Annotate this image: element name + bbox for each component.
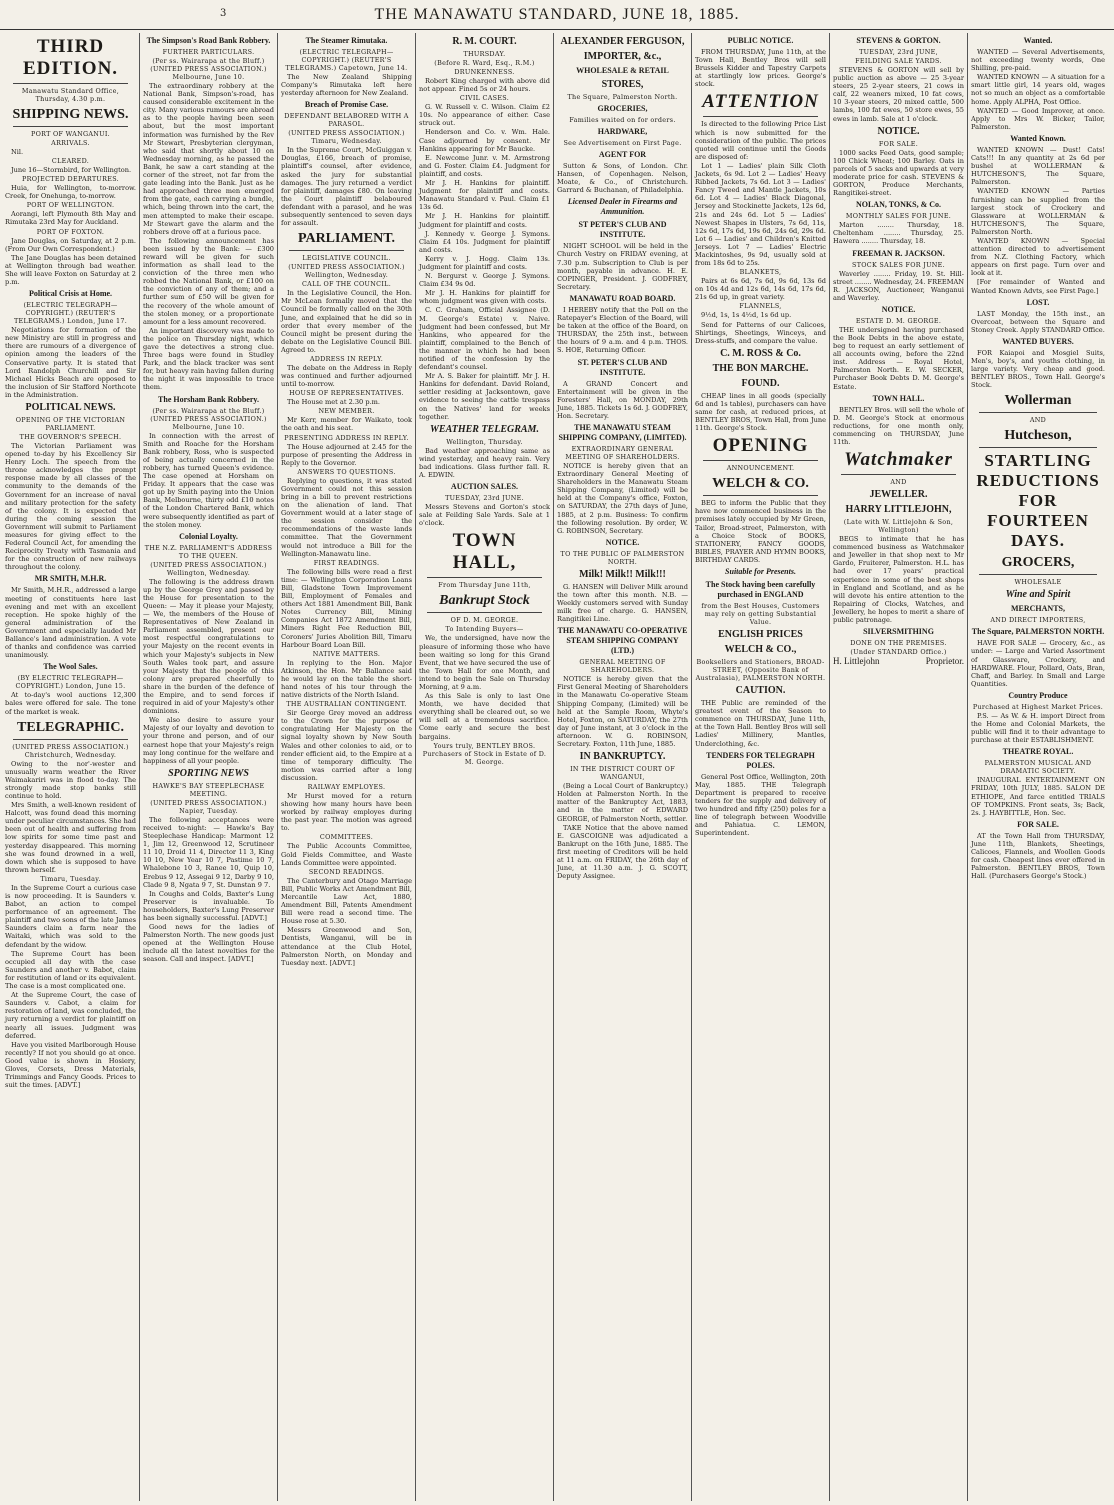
- subheading: (UNITED PRESS ASSOCIATION.) Timaru, Wednesday.: [288, 129, 405, 146]
- headline: THEATRE ROYAL.: [1002, 747, 1074, 757]
- article-paragraph: Mr A. S. Baker for plaintiff. Mr J. H. Hankins for defendant. David Roland, settler residing at Jacksontown, gave evidence to seeing the cattle trespass on the Natives' land for weeks together.: [419, 372, 550, 421]
- page-number: 3: [220, 8, 227, 19]
- subheading: (ELECTRIC TELEGRAPH—COPYRIGHT.) (REUTER'S TELEGRAMS.) London, June 17.: [13, 301, 128, 326]
- subheading: FEILDING SALE YARDS.: [855, 57, 942, 65]
- proprietor-title: Proprietor.: [925, 656, 964, 667]
- article-paragraph: WANTED KNOWN — A situation for a smart little girl, 14 years old, wages not so much an object as a comfortable home. Apply ALPHA, Post Office.: [971, 73, 1105, 106]
- headline: FREEMAN R. JACKSON.: [852, 248, 945, 258]
- column-8: [968, 33, 1108, 1501]
- subheading: FOR SALE.: [878, 139, 919, 148]
- article-paragraph: In the Supreme Court a curious case is now proceeding. It is Saunders v. Babot, an action to compel performance of an agreement. The plaintiff and two sons of the late James Saunders claim a farm near the Waitaki, which was sold to the defendant by the widow.: [5, 883, 136, 949]
- article-paragraph: In the Supreme Court, McGuiggan v. Douglas, £166, breach of promise, plaintiff's counsel, after evidence, asked the jury for substantial damages. The jury returned a verdict for plaintiff, damages £80. On leaving the Court plaintiff belaboured defendant with a parasol, and he was subsequently sentenced to seven days for assault.: [281, 146, 412, 228]
- subheading: AND: [890, 478, 907, 487]
- headline: PUBLIC NOTICE.: [727, 36, 794, 45]
- article-paragraph: AT the Town Hall from THURSDAY, June 11th, Blankets, Sheetings, Calicoes, Flannels, and Woollen Goods for cash. Cheapest lines ever offered in Palmerston. BENTLEY BROS, Town Hall. (Purchasers George's Stock.): [971, 831, 1105, 881]
- article-paragraph: Sir George Grey moved an address to the Crown for the purpose of congratulating Her Majesty on the signal loyalty shown by New South Wales and other colonies to aid, or to render efficient aid, to the Empire at a time of temporary difficulty. The motion was carried after a long discussion.: [281, 709, 412, 782]
- article-paragraph: CHEAP lines in all goods (specially 6d and 1s tables), purchasers can have same for cash, at reduced prices, at BENTLEY BROS, Town Hall, from June 11th. George's Stock.: [695, 391, 826, 433]
- subheading: FURTHER PARTICULARS.: [162, 48, 255, 56]
- headline: POLITICAL NEWS.: [25, 401, 116, 413]
- subheading: PORT OF WANGANUI.: [30, 130, 111, 138]
- article-paragraph: TAKE Notice that the above named E. GASCOIGNE was adjudicated a Bankrupt on the 16th June, 1885. The first meeting of Creditors will be held at 11 a.m. on FRIDAY, the 26th day of June, at 11.30 a.m. J. G. SCOTT, Deputy Assignee.: [557, 823, 688, 881]
- headline: The Horsham Bank Robbery.: [158, 394, 259, 404]
- proprietor-name: H. Littlejohn: [833, 656, 880, 667]
- subheading: PORT OF WELLINGTON.: [26, 201, 115, 210]
- subheading: FLANNELS,: [739, 302, 782, 311]
- article-paragraph: The Canterbury and Otago Marriage Bill, Public Works Act Amendment Bill, Mercantile Law Act, 1880, Amendment Bill, Patents Amendment Bill were read a second time. The House rose at 5.30.: [281, 876, 412, 926]
- article-paragraph: J. Kennedy v. George J. Symons. Claim £4 10s. Judgment for plaintiff and costs.: [419, 229, 550, 254]
- article-paragraph: [For remainder of Wanted and Wanted Known Advts, see First Page.]: [971, 278, 1105, 295]
- article-paragraph: N. Bergurst v. George J. Symons. Claim £34 9s 0d.: [419, 272, 550, 289]
- headline: THE MANAWATU CO-OPERATIVE STEAM SHIPPING COMPANY (LTD.): [557, 626, 688, 656]
- subheading: MONTHLY SALES FOR JUNE.: [845, 212, 952, 221]
- article-paragraph: As this Sale is only to last One Month, we have decided that everything shall be cleared out, so we will sell at a tremendous sacrifice. Come early and secure the best bargains.: [419, 692, 550, 741]
- article-paragraph: C. C. Graham, Official Assignee (D. M. George's Estate) v. Naive. Judgment had been confessed, but Mr Hankins, who appeared for the plaintiff, complained to the Bench of the manner in which he had been notified of the confession by the defendant's counsel.: [419, 306, 550, 372]
- subheading: AND: [1029, 416, 1047, 425]
- headline: Breach of Promise Case.: [304, 100, 389, 110]
- subheading: (BY ELECTRIC TELEGRAPH—COPYRIGHT.) London, June 15.: [15, 674, 126, 691]
- article-paragraph: We, the undersigned, have now the pleasure of informing those who have been waiting so long for this Grand Event, that we have secured the use of the Town Hall for one Month, and intend to begin the Sale on Thursday Morning, at 9 a.m.: [419, 634, 550, 691]
- subheading: THE GOVERNOR'S SPEECH.: [19, 432, 122, 441]
- article-paragraph: Replying to questions, it was stated Government could not this session bring in a bill to prevent restrictions on the alienation of land. That Government would at a later stage of the session consider the recommendations of the waste lands committee. That the Government would not introduce a Bill for the Wellington-Manawatu line.: [281, 476, 412, 558]
- article-paragraph: June 16—Stormbird, for Wellington.: [11, 166, 132, 175]
- subheading: Purchased at Highest Market Prices.: [972, 702, 1104, 711]
- subheading: (UNITED PRESS ASSOCIATION.) Wellington, Wednesday.: [150, 560, 267, 577]
- article-paragraph: Good news for the ladies of Palmerston North. The new goods just opened at the Wellington House include all the latest novelties for the season. Call and inspect. [ADVT.]: [143, 923, 274, 964]
- subheading: (UNITED PRESS ASSOCIATION.) Napier, Tuesday.: [150, 798, 267, 815]
- subheading: DRUNKENNESS.: [454, 68, 515, 76]
- headline: The Square, PALMERSTON NORTH.: [971, 627, 1105, 637]
- article-paragraph: Negotiations for formation of the new Ministry are still in progress and there are rumours of a divergence of opinion among the leaders of the Conservative party. It is stated that Lord Randolph Churchill and Sir Michael Hicks Beach are opposed to the inclusion of Sir Stafford Northcote in the Administration.: [5, 326, 136, 399]
- column-5: [554, 33, 692, 1501]
- article-paragraph: Bad weather approaching same as wind yesterday, and heavy rain. Very bad indications. Glass further fall. R. A. EDWIN.: [419, 446, 550, 480]
- article-paragraph: Marton ........ Thursday, 18. Cheltenham ........ Thursday, 25. Hawera ........ Thursday, 18.: [833, 221, 964, 246]
- article-paragraph: BEG to inform the Public that they have now commenced business in the premises lately occupied by Mr Green, Tailor, Broad-street, Palmerston, with a Choice Stock of BOOKS, STATIONERY, FANCY GOODS, BIBLES, PRAYER AND HYMN BOOKS, BIRTHDAY CARDS.: [695, 499, 826, 564]
- headline: Licensed Dealer in Firearms and Ammunition.: [567, 197, 678, 217]
- subheading: TO THE PUBLIC OF PALMERSTON NORTH.: [560, 549, 685, 566]
- subheading: OPENING OF THE VICTORIAN PARLIAMENT.: [15, 415, 126, 432]
- headline: Political Crisis at Home.: [28, 289, 113, 299]
- subheading: LEGISLATIVE COUNCIL.: [302, 254, 391, 263]
- headline: Watchmaker: [844, 449, 953, 471]
- subheading: CIVIL CASES.: [459, 94, 510, 103]
- headline: OPENING: [712, 435, 809, 457]
- subheading: Wellington, Thursday.: [446, 437, 523, 446]
- article-paragraph: NIGHT SCHOOL will be held in the Church Vestry on FRIDAY evening, at 7.30 p.m. Subscription to Club is per month, payable in advance. H. E. COPINGER, President. J. GODFREY, Secretary.: [557, 242, 688, 291]
- article-paragraph: In the Legislative Council, the Hon. Mr McLean formally moved that the Council be formally called on the 30th June, and explained that he did so in order that every member of the Council might be present during the debate on the Legislative Council Bill. Agreed to.: [281, 289, 412, 354]
- subheading: SECOND READINGS.: [308, 867, 385, 876]
- divider: [703, 116, 818, 117]
- column-1: [2, 33, 140, 1501]
- headline: ENGLISH PRICES: [718, 629, 803, 641]
- headline: FOR SALE.: [1017, 819, 1059, 829]
- article-paragraph: Kerry v. J. Hogg. Claim 13s. Judgment for plaintiff and costs.: [419, 254, 550, 271]
- article-paragraph: Mrs Smith, a well-known resident of Halcott, was found dead this morning under peculiar circumstances. She had been out of health and suffering from low spirits for some time past and yesterday disappeared. This morning she was found drowned in a well, down which she is supposed to have thrown herself.: [5, 801, 137, 874]
- headline: IN BANKRUPTCY.: [579, 751, 666, 763]
- subheading: CALL OF THE COUNCIL.: [301, 280, 392, 289]
- article-paragraph: THE Public are reminded of the greatest event of the Season to commence on THURSDAY, June 11th, at the Town Hall. Bentley Bros will sell Ladies' Millinery, Mantles, Underclothing, &c.: [695, 699, 826, 748]
- headline: Wine and Spirit: [1005, 589, 1071, 601]
- article-paragraph: A GRAND Concert and Entertainment will be given in the Foresters' Hall, on MONDAY, 29th June, 1885. Tickets 1s 6d. J. GODFREY, Hon. Secretary.: [557, 379, 688, 420]
- article-paragraph: G. W. Russell v. C. Wilson. Claim £2 10s. No appearance of either. Case struck out.: [419, 103, 550, 128]
- headline: Wanted.: [1023, 36, 1053, 45]
- divider: [979, 412, 1097, 413]
- article-paragraph: Henderson and Co. v. Wm. Hale. Case adjourned by consent. Mr Hankins appearing for Mr Baucke.: [419, 128, 550, 153]
- article-paragraph: In Coughs and Colds, Baxter's Lung Preserver is invaluable. To householders, Baxter's Lung Preserver has been signally successful. [ADVT.]: [143, 889, 274, 922]
- article-paragraph: Jane Douglas, on Saturday, at 2 p.m. (From Our Own Correspondent.): [5, 236, 136, 253]
- headline: ST PETER'S CLUB AND INSTITUTE.: [578, 220, 667, 240]
- headline: TOWN HALL.: [872, 393, 925, 403]
- article-paragraph: Robert King charged with above did not appear. Fined 5s or 24 hours.: [419, 77, 550, 94]
- article-paragraph: Pairs at 6s 6d, 7s 6d, 9s 6d, 13s 6d on 10s 4d and 12s 6d, 14s 6d, 17s 6d, 21s 6d up, in great variety.: [695, 277, 826, 302]
- article-paragraph: 1000 sacks Feed Oats, good sample; 100 Chick Wheat; 100 Barley. Oats in parcels of 5 sacks and upwards at very moderate price for cash. STEVENS & GORTON, Produce Merchants, Rangitikei-street.: [833, 148, 964, 198]
- article-paragraph: Lot 1 — Ladies' plain Silk Cloth Jackets, 6s 9d. Lot 2 — Ladies' Heavy Ribbed Jackets, 7s 6d. Lot 3 — Ladies' Fancy Tweed and Mantle Jackets, 10s 6d. Lot 4 — Ladies' Black Diagonal, Jersey and Stockinette Jackets, 12s 6d, 21s and 24s 6d. Lot 5 — Ladies' Newest Shapes in Ulsters, 7s 6d, 11s, 12s 6d, 17s 6d, 19s 6d, 24s 6d, 29s 6d. Lot 6 — Ladies' and Children's Knitted Jerseys. Lot 7 — Ladies' Electric Mackintoshes, 9s 9d, usually sold at from 18s 6d to 25s.: [695, 161, 826, 268]
- subheading: (Per ss. Wairarapa at the Bluff.) (UNITED PRESS ASSOCIATION.) Melbourne, June 10.: [150, 57, 267, 81]
- headline: TELEGRAPHIC.: [17, 719, 124, 735]
- headline: The Stock having been carefully purchased in ENGLAND: [705, 580, 816, 600]
- headline: NOLAN, TONKS, & Co.: [855, 200, 942, 210]
- headline: SHIPPING NEWS.: [12, 107, 129, 122]
- article-paragraph: INAUGURAL ENTERTAINMENT ON FRIDAY, 10th JULY, 1885. SALON DE ETHIOPE, And farce entitled TRIALS OF TOMPKINS. Front seats, 3s; Back, 2s. J. HAYBITTLE, Hon. Sec.: [971, 776, 1105, 817]
- headline: WELCH & CO.,: [724, 644, 797, 656]
- headline: STORES,: [601, 79, 644, 90]
- headline: THE MANAWATU STEAM SHIPPING COMPANY, (LIMITED).: [558, 422, 687, 442]
- subheading: NEW MEMBER.: [318, 407, 375, 416]
- column-4: [416, 33, 554, 1501]
- headline: Colonial Loyalty.: [179, 531, 238, 541]
- article-paragraph: P.S. — As W. & H. import Direct from the Home and Colonial Markets, the public will find it to their advantage to purchase at their ESTABLISHMENT.: [971, 711, 1105, 745]
- article-paragraph: WANTED KNOWN — Special attention directed to advertisement from N.Z. Clothing Factory, which appears on first page. Turn over and look at it.: [971, 236, 1105, 278]
- article-paragraph: The House met at 2.30 p.m.: [287, 398, 381, 407]
- headline: SPORTING NEWS: [168, 767, 249, 779]
- divider: [13, 126, 128, 127]
- article-paragraph: Mr J. H. Hankins for plaintiff. Judgment for plaintiff and costs. Manawatu Standard v. Paul. Claim £1 13s 6d.: [419, 179, 550, 212]
- column-7: [830, 33, 968, 1501]
- divider: [289, 250, 404, 251]
- article-paragraph: Mr Smith, M.H.R., addressed a large meeting of constituents here last evening and met with an excellent reception. He spoke highly of the general administration of the Government and especially lauded Mr Ballance's land administration. A vote of thanks and confidence was carried unanimously.: [5, 586, 136, 660]
- subheading: THE N.Z. PARLIAMENT'S ADDRESS TO THE QUEEN.: [144, 543, 273, 560]
- headline: FOUND.: [741, 377, 780, 389]
- subheading: THE AUSTRALIAN CONTINGENT.: [286, 700, 407, 709]
- subheading: ADDRESS IN REPLY.: [309, 354, 384, 363]
- headline: ALEXANDER FERGUSON,: [560, 36, 685, 47]
- display-headline: STARTLING REDUCTIONS FOR FOURTEEN DAYS.: [976, 451, 1100, 551]
- subheading: (Before R. Ward, Esq., R.M.): [434, 59, 535, 67]
- article-paragraph: Mr J. H. Hankins for plaintiff for whom judgment was given with costs.: [419, 289, 550, 306]
- headline: The Wool Sales.: [43, 662, 98, 672]
- article-paragraph: THE undersigned having purchased the Book Debts in the above estate, beg to request an early settlement of all accounts owing, before the 22nd inst. Address — Royal Hotel, Palmerston North. E. W. SECKER, Purchaser Book Debts D. M. George's Estate.: [833, 325, 964, 391]
- headline: Bankrupt Stock: [439, 593, 530, 609]
- subheading: THURSDAY.: [463, 50, 506, 58]
- article-paragraph: Messrs Greenwood and Son, Dentists, Wanganui, will be in attendance at the Club Hotel, Palmerston North, on Monday and Tuesday next. [ADVT.]: [281, 926, 412, 967]
- headline: STEVENS & GORTON.: [856, 36, 941, 45]
- article-paragraph: The Jane Douglas has been detained at Wellington through bad weather. She will leave Foxton on Saturday at 2 p.m.: [5, 253, 136, 287]
- article-paragraph: An important discovery was made to the police on Thursday night, which gave the detectives a strong clue. Three bags were found in Studley Park, and the black tracker was sent for, but heavy rain having fallen during the night it was impossible to trace them.: [143, 326, 275, 392]
- headline: AGENT FOR: [598, 150, 647, 159]
- subheading: RAILWAY EMPLOYES.: [307, 783, 386, 791]
- subheading: STOCK SALES FOR JUNE.: [852, 260, 945, 269]
- subheading: PRESENTING ADDRESS IN REPLY.: [284, 433, 409, 442]
- subheading: TUESDAY, 23rd JUNE,: [859, 48, 938, 56]
- article-paragraph: General Post Office, Wellington, 20th May, 1885. THE Telegraph Department is prepared to receive tenders for the supply and delivery of two hundred and fifty (250) poles for a line of telegraph between Woodville and Pahiatua. C. LEMON, Superintendent.: [695, 772, 826, 838]
- subheading: DEFENDANT BELABORED WITH A PARASOL.: [284, 112, 409, 129]
- subheading: PORT OF FOXTON.: [36, 227, 105, 236]
- article-paragraph: The following bills were read a first time: — Wellington Corporation Loans Bill, Gladstone Town Improvement Bill, Employment of Females and others Act 1881 Amendment Bill, Bank Notes Currency Bill, Mining Companies Act 1872 Amendment Bill, Miners Right Fee Reduction Bill, Coroners' Juries Abolition Bill, Timaru Harbour Board Loan Bill.: [281, 567, 412, 649]
- subheading: HAWKE'S BAY STEEPLECHASE MEETING.: [152, 781, 265, 798]
- article-paragraph: I HEREBY notify that the Poll on the Ratepayer's Election of the Board, will be taken at the office of the Board, on THURSDAY, the 25th inst., between the hours of 9 a.m. and 4 p.m. THOS. S. HOE, Returning Officer.: [557, 305, 688, 355]
- masthead-title: THE MANAWATU STANDARD, JUNE 18, 1885.: [374, 5, 740, 23]
- article-paragraph: At to-day's wool auctions 12,300 bales were offered for sale. The tone of the market is weak.: [5, 691, 136, 716]
- subheading: from the Best Houses, Customers may rely on getting Substantial Value.: [701, 602, 820, 627]
- article-paragraph: Owing to the nor'-wester and unusually warm weather the River Waimakariri was in flood to-day. The strongly made stop banks still continue to hold.: [5, 759, 136, 800]
- article-paragraph: STEVENS & GORTON will sell by public auction as above — 25 3-year steers, 25 2-year steers, 21 cows in calf, 22 weaners mixed, 10 fat cows, 10 3-year steers, 20 mixed cattle, 500 lambs, 100 fat ewes, 50 store ewes, 55 ewes in lamb. Sale at 1 o'clock.: [833, 66, 964, 123]
- article-paragraph: 9½d, 1s, 1s 4½d, 1s 6d up.: [701, 311, 792, 320]
- headline: WEATHER TELEGRAM.: [430, 423, 539, 435]
- article-paragraph: Send for Patterns of our Calicoes, Shirtings, Sheetings, Winceys, and Dress-stuffs, and compare the value.: [695, 320, 826, 345]
- subheading: (Late with W. Littlejohn & Son, Wellington): [843, 518, 954, 535]
- subheading: IN THE DISTRICT COURT OF WANGANUI,: [570, 765, 675, 782]
- article-paragraph: Messrs Stevens and Gorton's stock sale at Feilding Sale Yards. Sale at 1 o'clock.: [419, 503, 550, 528]
- subheading: (Per ss. Wairarapa at the Bluff.) (UNITED PRESS ASSOCIATION.) Melbourne, June 10.: [150, 406, 267, 431]
- article-paragraph: The following is the address drawn up by the George Grey and passed by the House for presentation to the Queen: — May it please your Majesty, — We, the members of the House of Representatives of New Zealand in Parliament assembled, present our most respectful congratulations to your Majesty on the recent events in which your Majesty's subjects in New South Wales took part, and assure your Majesty that the people of this colony are prepared cheerfully to share in the burden of the defence of the Empire, and to send forces if required in aid of your Majesty's other dominions.: [143, 577, 274, 716]
- headline: PARLIAMENT.: [297, 231, 396, 247]
- article-paragraph: WANTED KNOWN — Dust! Cats! Cats!!! In any quantity at 2s 6d per bushel at WOLLERMAN & HUTCHESON'S, The Square, Palmerston.: [971, 145, 1105, 187]
- article-paragraph: Have you visited Marlborough House recently? If not you should go at once. Good value is shown in Hosiery, Gloves, Corsets, Dress Materials, Trimmings and Fancy Goods. Prices to suit the times. [ADVT.]: [5, 1040, 136, 1090]
- subheading: ANSWERS TO QUESTIONS.: [297, 467, 396, 476]
- headline: LOST.: [1026, 297, 1050, 307]
- divider: [979, 447, 1097, 448]
- subheading: PALMERSTON MUSICAL AND DRAMATIC SOCIETY.: [984, 759, 1092, 776]
- subheading: ARRIVALS.: [51, 139, 90, 147]
- article-paragraph: The Public Accounts Committee, Gold Fields Committee, and Waste Lands Committee were appointed.: [281, 842, 412, 867]
- article-paragraph: In replying to the Hon. Major Atkinson, the Hon. Mr Ballance said he would lay on the table the short-hand notes of his tour through the native districts of the North Island.: [281, 658, 412, 700]
- subheading: EXTRAORDINARY GENERAL MEETING OF SHAREHOLDERS.: [565, 444, 680, 461]
- article-paragraph: FROM THURSDAY, June 11th, at the Town Hall, Bentley Bros will sell Brussels Kidder and Tapestry Carpets at startlingly low prices. George's stock.: [695, 48, 826, 89]
- headline: Wanted Known.: [1010, 133, 1066, 143]
- divider: [13, 83, 128, 84]
- article-paragraph: The following announcement has been issued by the Bank: — £300 reward will be given for such information as shall lead to the conviction of the three men who robbed the National Bank, or £100 on the conviction of any of them; and a further sum of £50 will be given for the recovery of the whole amount of the stolen money, or a proportionate amount for a less amount recovered.: [143, 236, 274, 326]
- headline: C. M. ROSS & Co.: [720, 347, 801, 359]
- article-paragraph: G. HANSEN will Deliver Milk around the town after this month. N.B. — Weekly customers served with Sunday milk free of charge. G. HANSEN, Rangitikei Line.: [557, 582, 688, 624]
- subheading: ANNOUNCEMENT.: [726, 464, 795, 473]
- headline: Wollerman: [1004, 393, 1072, 409]
- divider: [13, 739, 128, 740]
- subheading: NATIVE MATTERS.: [312, 649, 381, 658]
- divider: [427, 612, 542, 613]
- article-paragraph: BEGS to intimate that he has commenced business as Watchmaker and Jeweller in that shop next to Mr Gardo, Fruiterer, Palmerston. H.L. has had over 17 years' practical experience in some of the best shops in England and Scotland, and as he will devote his entire attention to the Repairing of Clocks, Watches, and Jewellery, he hopes to merit a share of public patronage.: [833, 535, 964, 625]
- divider: [979, 574, 1097, 575]
- headline: R. M. COURT.: [452, 36, 517, 47]
- article-paragraph: WANTED — Good Improver, at once. Apply to Mrs W. Bicker, Tailor, Palmerston.: [971, 106, 1105, 131]
- subheading: (UNITED PRESS ASSOCIATION.) Wellington, Wednesday.: [288, 263, 405, 280]
- newspaper-columns: [2, 33, 1112, 1501]
- headline: WANTED BUYERS.: [1002, 336, 1074, 346]
- article-paragraph: Aorangi, left Plymouth 8th May and Rimutaka 23rd May for Auckland.: [5, 210, 136, 227]
- subheading: BLANKETS,: [739, 268, 782, 277]
- article-paragraph: The House adjourned at 2.45 for the purpose of presenting the Address in Reply to the Governor.: [281, 442, 412, 467]
- article-paragraph: At the Supreme Court, the case of Saunders v. Cabot, a claim for restoration of land, was concluded, the jury returning a verdict for plaintiff on nearly all issues. Judgment was deferred.: [5, 991, 136, 1040]
- headline: MERCHANTS,: [1010, 604, 1065, 614]
- article-paragraph: The New Zealand Shipping Company's Rimutaka left here yesterday afternoon for New Zealand.: [281, 73, 412, 98]
- headline: Milk! Milk!! Milk!!!: [579, 568, 666, 580]
- headline: HARDWARE,: [597, 127, 648, 136]
- headline: SILVERSMITHING: [863, 627, 934, 637]
- divider: [703, 495, 818, 496]
- article-paragraph: FOR Kaiapoi and Mosgiel Suits, Men's, boy's, and youths clothing, in large variety. Very cheap and good. BENTLEY BROS., Town Hall. George's Stock.: [971, 348, 1105, 390]
- subheading: WHOLESALE: [1014, 578, 1062, 587]
- proprietor-credit: [833, 657, 964, 665]
- headline: Hutcheson,: [1004, 428, 1072, 444]
- article-paragraph: Huia, for Wellington, to-morrow. Creek, for Onehunga, to-morrow.: [5, 184, 136, 201]
- subheading: OF D. M. GEORGE.: [450, 616, 519, 625]
- article-paragraph: WANTED — Several Advertisements, not exceeding twenty words, One Shilling, pre-paid.: [971, 48, 1105, 73]
- headline: ATTENTION: [702, 91, 819, 113]
- subheading: Timaru, Tuesday.: [40, 874, 101, 883]
- subheading: GENERAL MEETING OF SHAREHOLDERS.: [579, 658, 666, 675]
- article-paragraph: The Supreme Court has been occupied all day with the case Saunders and another v. Babot, claim for restitution of land or its equivalent. The case is a most complicated one.: [5, 949, 136, 991]
- article-paragraph: The following acceptances were received to-night: — Hawke's Bay Steeplechase Handicap: Marmont 12 1, Jim 12, Greenwood 12, Scrutineer 11 10, Droid 11 4, Director 11 3, King 10 10, New Year 10 7, Pastime 10 7, Whalebone 10 3, Ranee 10, Quip 10, Erebus 9 12, Assegai 9 12, Darby 9 10, Clade 9 8, Ngata 9 7, St. Dunstan 9 7.: [143, 815, 274, 889]
- article-paragraph: NOTICE is hereby given that an Extraordinary General Meeting of Shareholders in the Manawatu Steam Shipping Company, (Limited) will be held at the Company's office, Foxton, on SATURDAY, the 27th days of June, 1885, at 2 p.m. Business: To confirm the following resolution. By order, W. G. ROBINSON, Secretary.: [557, 461, 688, 535]
- subheading: TUESDAY, 23rd JUNE.: [445, 494, 524, 503]
- headline: WELCH & CO.: [712, 476, 809, 492]
- subheading: CLEARED.: [51, 157, 90, 166]
- article-paragraph: (Being a Local Court of Bankruptcy.) Holden at Palmerston North. In the matter of the Bankruptcy Act, 1883, and in the matter of EDWARD GEORGE, of Palmerston North, settler.: [557, 782, 688, 823]
- subheading: Manawatu Standard Office, Thursday, 4.30 p.m.: [21, 87, 120, 103]
- headline: THIRD EDITION.: [22, 36, 119, 79]
- article-paragraph: BENTLEY Bros. will sell the whole of D. M. George's Stock at enormous reductions, for one month only, commencing on THURSDAY, June 11th.: [833, 405, 964, 446]
- headline: TOWN HALL,: [452, 530, 517, 574]
- column-6: [692, 33, 830, 1501]
- headline: IMPORTER, &c.,: [583, 51, 662, 62]
- article-paragraph: The extraordinary robbery at the National Bank, Simpson's-road, has caused considerable excitement in the city. Many various rumours are abroad as to the people having been seen about, but the most important information was furnished by the Rev Mr Stewart, Presbyterian clergyman, who said that shortly about 10 on Wednesday morning, as he passed the Bank, he saw a cart standing at the corner of the street, not far from the gate leading into the Bank. Just as he had approached three men emerged from the gate, each carrying a bundle, which, being thrown into the cart, the men attempted to make their escape. Mr Stewart gave the alarm and the robbers drove off at a furious pace.: [143, 82, 274, 236]
- subheading: AND DIRECT IMPORTERS,: [990, 616, 1086, 625]
- article-paragraph: Sutton & Sons, of London. Chr. Hansen, of Copenhagen. Nelson, Moate, & Co., of Christchurch. Garrard & Buchanan, of Philadelphia.: [557, 162, 688, 195]
- headline: AUCTION SALES.: [450, 482, 519, 492]
- headline: Country Produce: [1008, 690, 1068, 700]
- headline: GROCERIES,: [597, 104, 648, 113]
- headline: GROCERS,: [1001, 555, 1075, 571]
- article-paragraph: Is directed to the following Price List which is now submitted for the consideration of the public. The prices quoted will continue until the Goods are disposed of:: [695, 120, 826, 161]
- divider: [703, 460, 818, 461]
- headline: THE BON MARCHE.: [712, 362, 809, 374]
- article-paragraph: E. Newcome Junr. v. M. Armstrong and G. Foster. Claim £4. Judgment for plaintiff, and costs.: [419, 153, 550, 178]
- subheading: (UNITED PRESS ASSOCIATION.) Christchurch, Wednesday.: [12, 742, 129, 759]
- article-paragraph: The Victorian Parliament was opened to-day by his Excellency Sir Henry Loch. The speech from the throne acknowledges the prompt response made by all classes of the community to the demands of the Government for an increase of naval and military protection for the safety of the colony. It is expected that during the coming session the Government will submit to Parliament measures for giving effect to the Federal Council Act, for amending the Reciprocity Treaty with Tasmania and for the construction of new railways throughout the colony.: [5, 441, 136, 572]
- article-paragraph: WANTED KNOWN — Parties furnishing can be supplied from the largest stock of Crockery and Glassware at WOLLERMAN & HUTCHESON'S, The Square, Palmerston North.: [971, 187, 1105, 236]
- subheading: See Advertisement on First Page.: [563, 139, 682, 147]
- article-paragraph: Mr Kerr, member for Waikato, took the oath and his seat.: [281, 416, 412, 433]
- article-paragraph: We also desire to assure your Majesty of our loyalty and devotion to your throne and person, and of our earnest hope that your Majesty's reign may long continue for the welfare and happiness of all your people.: [143, 716, 274, 765]
- masthead: [0, 0, 1114, 30]
- subheading: ESTATE D. M. GEORGE.: [855, 316, 942, 325]
- headline: JEWELLER.: [869, 489, 928, 501]
- headline: Suitable for Presents.: [725, 567, 796, 577]
- subheading: Booksellers and Stationers, BROAD-STREET, (Opposite Bank of Australasia), PALMERSTON NORTH.: [695, 658, 826, 683]
- article-paragraph: In connection with the arrest of Smith and Roache for the Horsham Bank robbery, Ross, who is suspected of being actually concerned in the robbery, has turned Queen's evidence. The case opened at Horsham on Friday. It appears that the case was got up by Smith paying into the Union Bank, Melbourne, thirty odd £10 notes of the London Chartered Bank, which were subsequently identified as part of the stolen money.: [143, 431, 274, 529]
- subheading: Yours truly, BENTLEY BROS. Purchasers of Stock in Estate of D. M. George.: [422, 741, 547, 766]
- headline: NOTICE.: [877, 125, 920, 137]
- subheading: HOUSE OF REPRESENTATIVES.: [289, 389, 404, 398]
- column-2: [140, 33, 278, 1501]
- divider: [427, 577, 542, 578]
- headline: ST. PETER'S CLUB AND INSTITUTE.: [577, 357, 668, 377]
- subheading: (Under STANDARD Office.): [850, 648, 947, 657]
- headline: CAUTION.: [735, 685, 786, 697]
- subheading: PROJECTED DEPARTURES.: [22, 175, 119, 184]
- headline: NOTICE.: [605, 537, 640, 547]
- subheading: To Intending Buyers—: [445, 625, 524, 634]
- headline: TENDERS FOR TELEGRAPH POLES.: [706, 750, 815, 770]
- subheading: FIRST READINGS.: [313, 558, 380, 567]
- article-paragraph: HAVE FOR SALE — Grocery, &c., as under: — Large and Varied Assortment of Glassware, Crockery, and HARDWARE. Flour, Pollard, Oats, Bran, Chaff, and Barley. In Small and Large Quantities.: [971, 639, 1105, 688]
- subheading: Families waited on for orders.: [569, 116, 676, 124]
- headline: The Steamer Rimutaka.: [305, 36, 388, 45]
- subheading: From Thursday June 11th,: [438, 581, 531, 590]
- headline: MANAWATU ROAD BOARD.: [569, 293, 676, 303]
- article-paragraph: Mr Hurst moved for a return showing how many hours have been worked by railway employes during the past year. The motion was agreed to.: [281, 792, 412, 833]
- column-3: [278, 33, 416, 1501]
- headline: The Simpson's Road Bank Robbery.: [146, 36, 271, 45]
- article-paragraph: Nil.: [11, 148, 24, 156]
- headline: MR SMITH, M.H.R.: [34, 574, 107, 584]
- article-paragraph: The debate on the Address in Reply was continued and further adjourned until to-morrow.: [281, 363, 412, 389]
- article-paragraph: Waverley ........ Friday, 19. St. Hill-street ........ Wednesday, 24. FREEMAN R. JACKSON, Auctioneer, Wanganui and Waverley.: [833, 269, 964, 302]
- subheading: The Square, Palmerston North.: [567, 93, 678, 101]
- headline: HARRY LITTLEJOHN,: [845, 504, 952, 516]
- article-paragraph: Mr J. H. Hankins for plaintiff. Judgment for plaintiff and costs.: [419, 212, 550, 229]
- headline: NOTICE.: [881, 304, 916, 314]
- divider: [841, 474, 956, 475]
- subheading: (ELECTRIC TELEGRAPH—COPYRIGHT.) (REUTER'S TELEGRAMS.) Capetown, June 14.: [285, 48, 408, 72]
- article-paragraph: LAST Monday, the 15th inst., an Overcoat, between the Square and Stoney Creek. Apply STANDARD Office.: [971, 309, 1105, 334]
- subheading: DONE ON THE PREMISES.: [850, 639, 947, 648]
- article-paragraph: NOTICE is hereby given that the First General Meeting of Shareholders in the Manawatu Co-operative Steam Shipping Company, (Limited) will be held at the Sample Room, Whyte's Hotel, Foxton, on SATURDAY, the 27th day of June instant, at 3 o'clock in the afternoon. W. G. ROBINSON, Secretary. Foxton, 11th June, 1885.: [557, 675, 688, 749]
- headline: WHOLESALE & RETAIL: [576, 66, 669, 75]
- subheading: COMMITTEES.: [319, 833, 374, 842]
